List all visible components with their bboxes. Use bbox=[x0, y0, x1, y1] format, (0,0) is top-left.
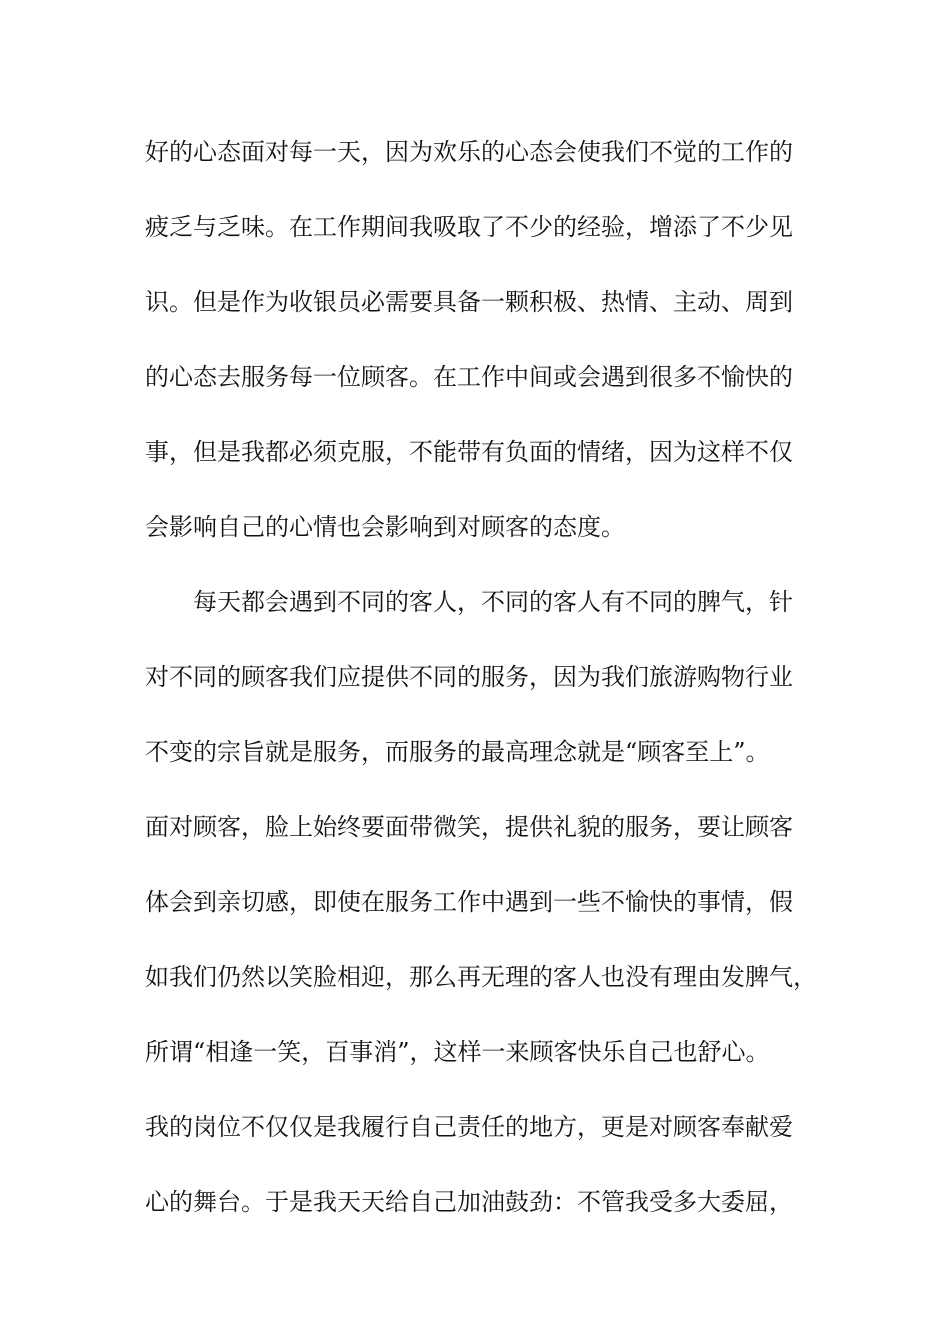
text-line: 我的岗位不仅仅是我履行自己责任的地方，更是对顾客奉献爱 bbox=[145, 1113, 793, 1141]
text-line: 识。但是作为收银员必需要具备一颗积极、热情、主动、周到 bbox=[145, 288, 793, 316]
paragraph-start-line: 每天都会遇到不同的客人，不同的客人有不同的脾气，针 bbox=[193, 588, 793, 616]
text-line: 心的舞台。于是我天天给自己加油鼓劲：不管我受多大委屈， bbox=[145, 1188, 793, 1216]
text-line: 如我们仍然以笑脸相迎，那么再无理的客人也没有理由发脾气， bbox=[145, 963, 817, 991]
text-line: 事，但是我都必须克服，不能带有负面的情绪，因为这样不仅 bbox=[145, 438, 793, 466]
text-line: 好的心态面对每一天，因为欢乐的心态会使我们不觉的工作的 bbox=[145, 138, 793, 166]
text-line: 的心态去服务每一位顾客。在工作中间或会遇到很多不愉快的 bbox=[145, 363, 793, 391]
text-line: 面对顾客，脸上始终要面带微笑，提供礼貌的服务，要让顾客 bbox=[145, 813, 793, 841]
text-line: 不变的宗旨就是服务，而服务的最高理念就是“顾客至上”。 bbox=[145, 738, 770, 766]
text-line: 会影响自己的心情也会影响到对顾客的态度。 bbox=[145, 513, 625, 541]
text-line: 所谓“相逢一笑，百事消”，这样一来顾客快乐自己也舒心。 bbox=[145, 1038, 770, 1066]
text-line: 疲乏与乏味。在工作期间我吸取了不少的经验，增添了不少见 bbox=[145, 213, 793, 241]
text-line: 体会到亲切感，即使在服务工作中遇到一些不愉快的事情，假 bbox=[145, 888, 793, 916]
body-text bbox=[145, 128, 825, 1253]
text-line: 对不同的顾客我们应提供不同的服务，因为我们旅游购物行业 bbox=[145, 663, 793, 691]
